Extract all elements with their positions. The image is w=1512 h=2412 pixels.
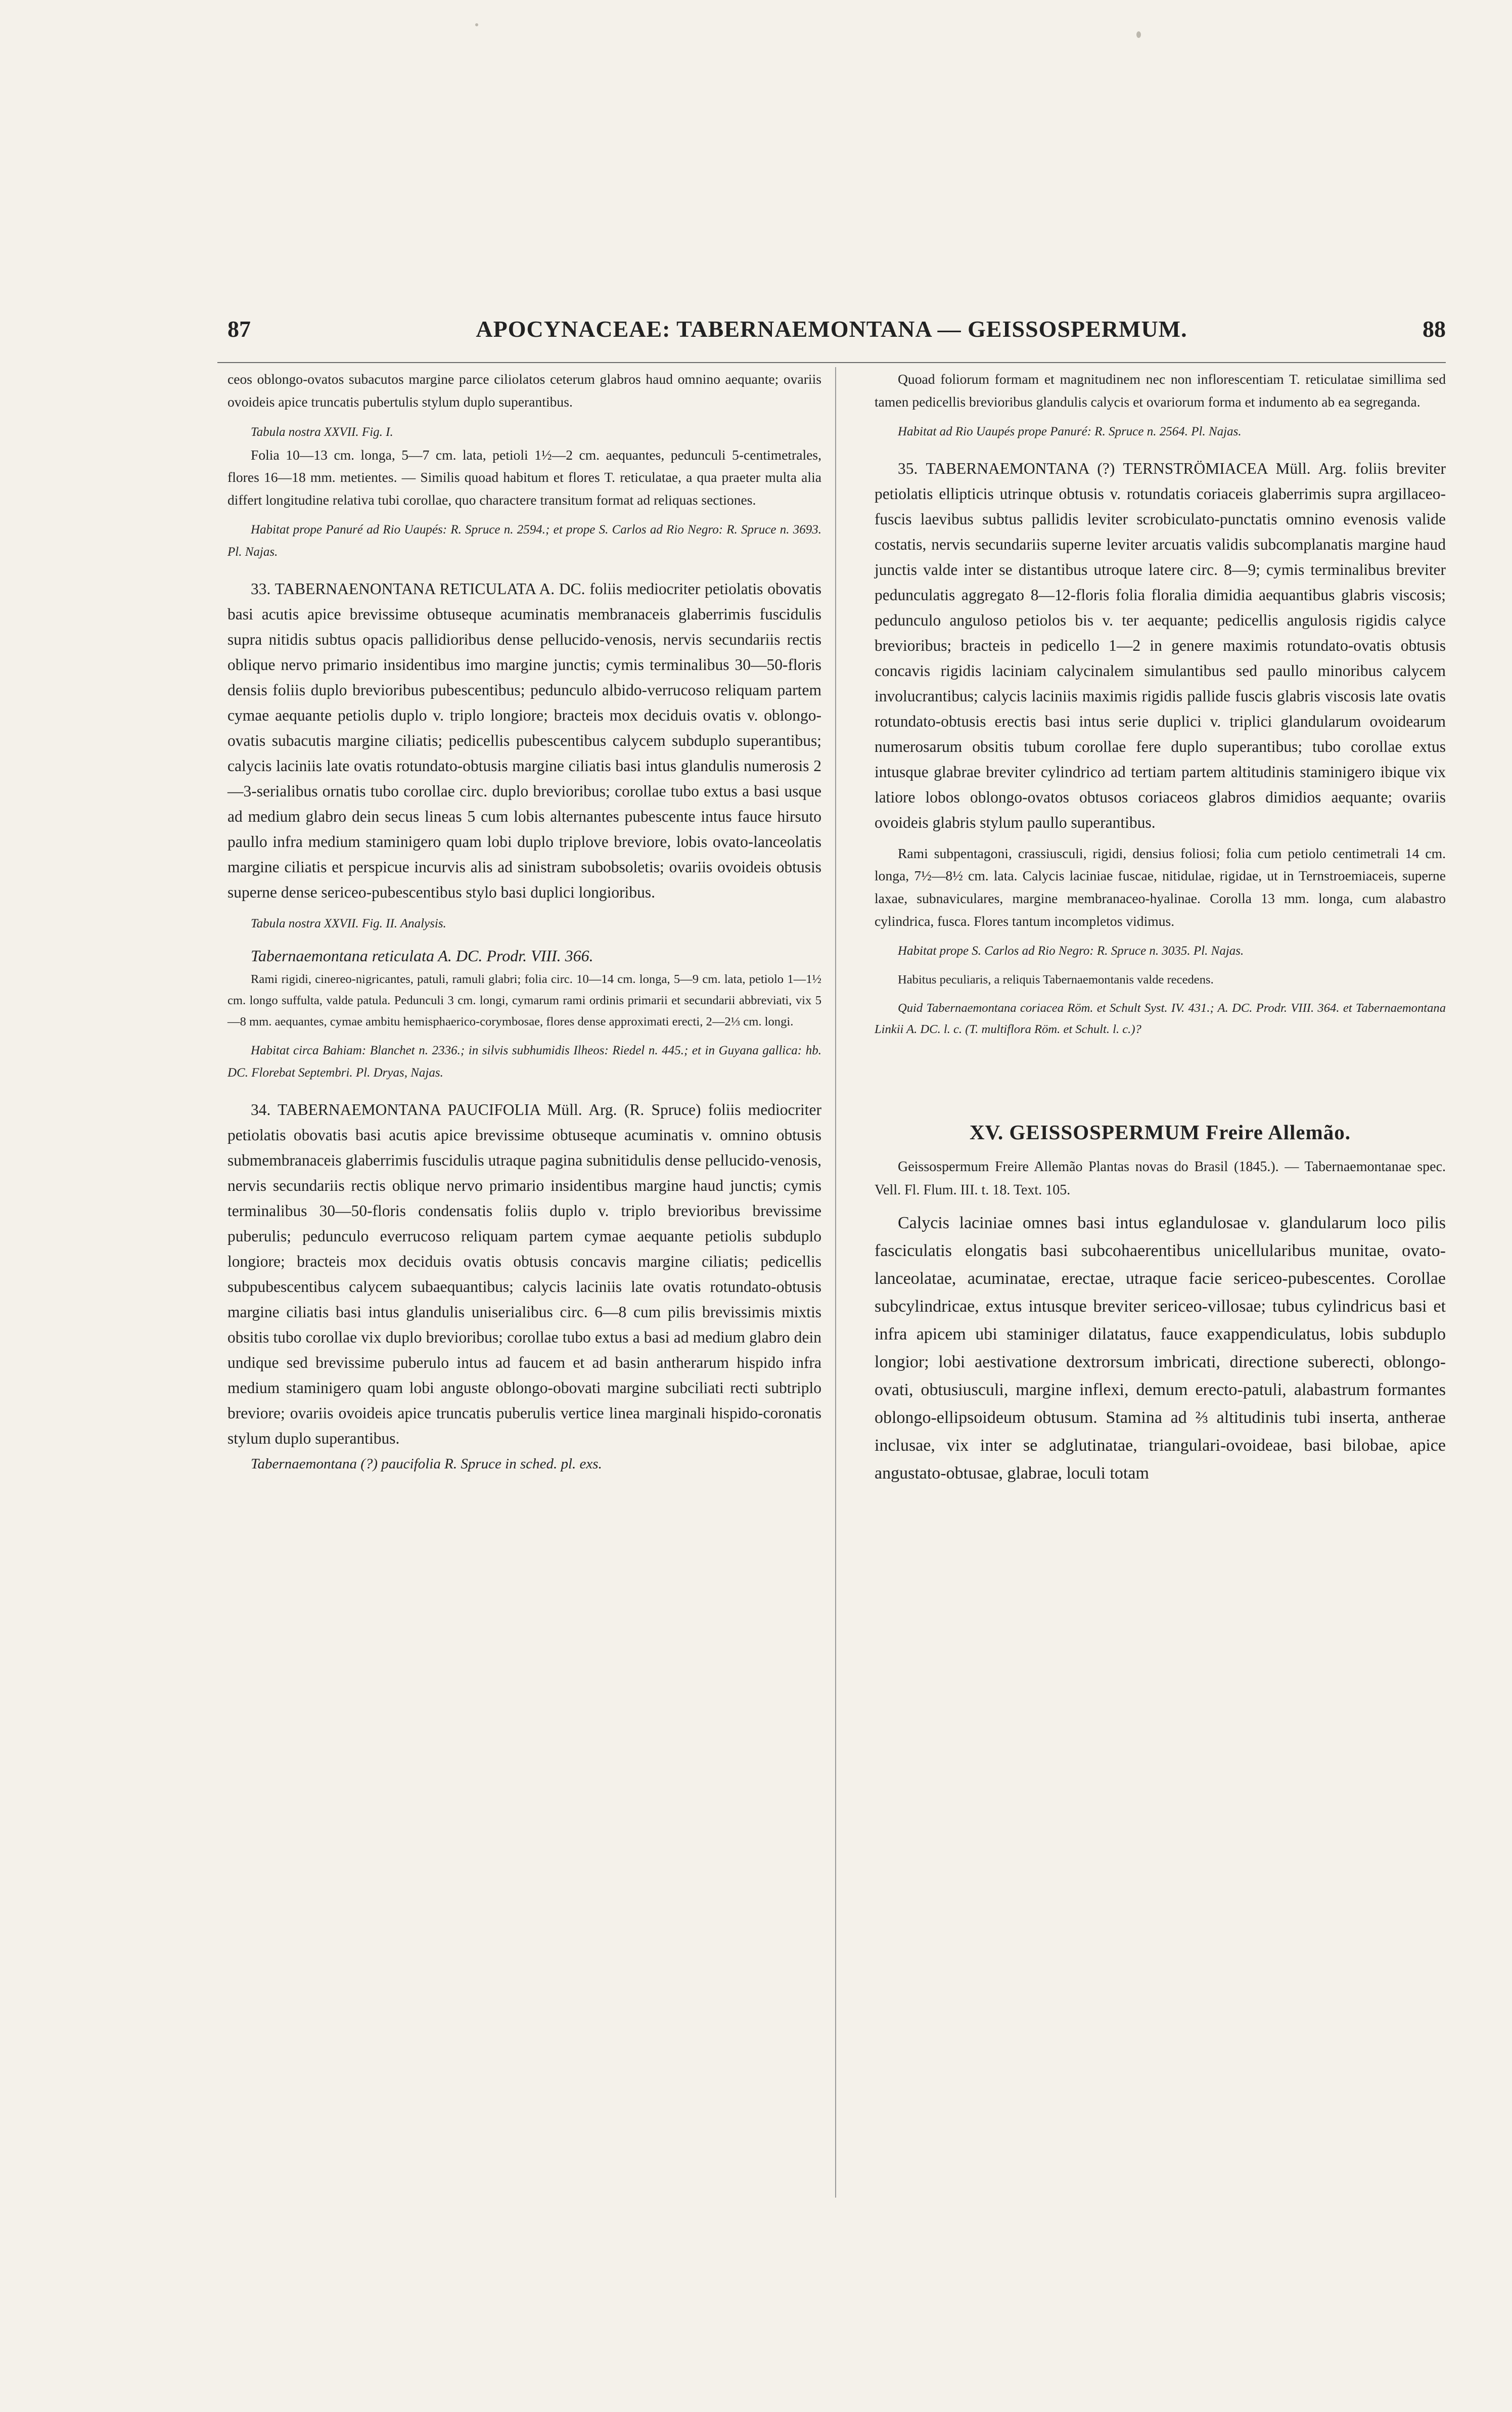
right-column — [875, 368, 1446, 1487]
species-33-description: 33. TABERNAENONTANA RETICULATA A. DC. foliis mediocriter petiolatis obovatis basi acutis apice brevissime obtuseque acuminatis membranaceis glaberrimis fuscidulis supra nitidis subtus opacis pallidioribus dense pellucido-venosis, nervis secundariis rectis oblique nervo primario insidentibus imo margine junctis; cymis terminalibus 30—50-floris densis foliis duplo brevioribus pubescentibus; pedunculo albido-verrucoso reliquam partem cymae aequante petiolis duplo v. triplo longiore; bracteis mox deciduis ovatis v. oblongo-ovatis subacutis margine ciliatis; pedicellis pubescentibus calycem subduplo superantibus; calycis laciniis late ovatis rotundato-obtusis margine ciliatis basi intus glandulis numerosis 2—3-serialibus ornatis tubo corollae circ. duplo brevioribus; corollae tubo extus a basi usque ad medium glabro dein secus lineas 5 cum lobis alternantes pubescente intus fauce hirsuto paullo infra medium staminigero quam lobi duplo triplove breviore, lobis ovato-lanceolatis margine ciliatis et perspicue incurvis alis ad sinistram subobsoletis; ovariis ovoideis obtusis superne dense sericeo-pubescentibus stylo basi duplici longioribus. — [227, 579, 821, 901]
header-title: APOCYNACEAE: TABERNAEMONTANA — GEISSOSPERMUM. — [476, 316, 1187, 342]
plate-reference: Tabula nostra XXVII. Fig. II. Analysis. — [251, 916, 446, 930]
habitat-note: Habitat prope S. Carlos ad Rio Negro: R. Spruce n. 3035. Pl. Najas. — [898, 944, 1244, 958]
running-header — [217, 314, 1446, 349]
habitat-note: Habitat prope Panuré ad Rio Uaupés: R. Spruce n. 2594.; et prope S. Carlos ad Rio Negro: R. Spruce n. 3693. Pl. Najas. — [227, 522, 821, 559]
synonym: Tabernaemontana reticulata A. DC. Prodr. VIII. 366. — [251, 946, 593, 965]
left-column — [227, 368, 821, 1477]
page-number-left: 87 — [227, 316, 251, 342]
paragraph: Rami subpentagoni, crassiusculi, rigidi, densius foliosi; folia cum petiolo centimetrali 14 cm. longa, 7½—8½ cm. lata. Calycis laciniae fuscae, nitidulae, rigidae, ut in Ternstroemiaceis, superne laxae, subnaviculares, margine membranaceo-hyalinae. Corolla 13 mm. longa, cum alabastro cylindrica, fusca. Flores tantum incompletos vidimus. — [875, 845, 1446, 929]
paragraph: ceos oblongo-ovatos subacutos margine parce ciliolatos ceterum glabros haud omnino aequante; ovariis ovoideis apice truncatis pubertulis stylum duplo superantibus. — [227, 371, 821, 410]
genus-description: Calycis laciniae omnes basi intus eglandulosae v. glandularum loco pilis fasciculatis elongatis basi subcohaerentibus unicellularibus munitae, ovato-lanceolatae, acuminatae, erectae, utraque facie sericeo-pubescentes. Corollae subcylindricae, extus intusque breviter sericeo-villosae; tubus cylindricus basi et infra apicem ubi staminiger dilatatus, fauce exappendiculatus, lobis subduplo longior; lobi aestivatione dextrorsum imbricati, directione suberecti, oblongo-ovati, obtusiusculi, margine inflexi, demum erecto-patuli, alabastrum formantes oblongo-ellipsoideum obtusum. Stamina ad ⅔ altitudinis tubi inserta, antherae inclusae, vix inter se adglutinatae, triangulari-ovoideae, basi bilobae, apice angustato-obtusae, glabrae, loculi totam — [875, 1213, 1446, 1483]
synonym: Tabernaemontana (?) paucifolia R. Spruce in sched. pl. exs. — [251, 1455, 602, 1472]
paper-speck — [1136, 31, 1141, 38]
note: Habitus peculiaris, a reliquis Tabernaemontanis valde recedens. — [898, 972, 1214, 987]
species-35-description: 35. TABERNAEMONTANA (?) TERNSTRÖMIACEA Müll. Arg. foliis breviter petiolatis ellipticis utrinque obtusis v. rotundatis coriaceis glaberrimis supra argillaceo-fuscis laevibus subtus pallidis leviter scrobiculato-punctatis omnino evenosis valide costatis, nervis secundariis superne leviter arcuatis validis subcomplanatis margine haud junctis valde inter se distantibus utroque latere circ. 8—9; cymis terminalibus breviter pedunculatis aggregato 8—12-floris folia floralia dimidia aequantibus glabris viscosis; pedunculo anguloso petiolos bis v. ter aequante; pedicellis angulosis rigidis calyce brevioribus; bracteis in pedicello 1—2 in genere maximis rotundato-ovatis obtusis concavis rigidis laciniam calycinalem simulantibus sed paullo minoribus calycem involucrantibus; calycis laciniis maximis rigidis pallide fuscis glabris viscosis late ovatis rotundato-obtusis erectis basi intus serie duplici v. triplici glandularum ovoidearum numerosarum obsitis tubum corollae fere duplo superantibus; tubo corollae extus intusque glabrae breviter cylindrico ad tertiam partem altitudinis staminigero ibique vix latiore lobos oblongo-ovatos obtusos coriaceos glabros dimidios aequante; ovariis ovoideis glabris stylum paullo superantibus. — [875, 459, 1446, 831]
note: Quid Tabernaemontana coriacea Röm. et Schult Syst. IV. 431.; A. DC. Prodr. VIII. 364. et Tabernaemontana Linkii A. DC. l. c. (T. multiflora Röm. et Schult. l. c.)? — [875, 1001, 1446, 1036]
plate-reference: Tabula nostra XXVII. Fig. I. — [251, 425, 393, 439]
habitat-note: Habitat ad Rio Uaupés prope Panuré: R. Spruce n. 2564. Pl. Najas. — [898, 424, 1242, 438]
header-rule — [217, 362, 1446, 363]
habitat-note: Habitat circa Bahiam: Blanchet n. 2336.; in silvis subhumidis Ilheos: Riedel n. 445.; et in Guyana gallica: hb. DC. Florebat Septembri. Pl. Dryas, Najas. — [227, 1043, 821, 1080]
paragraph: Rami rigidi, cinereo-nigricantes, patuli, ramuli glabri; folia circ. 10—14 cm. longa, 5—9 cm. lata, petiolo 1—1½ cm. longo suffulta, valde patula. Pedunculi 3 cm. longi, cymarum rami ordinis primarii et secundarii abbreviati, vix 5—8 mm. aequantes, cymae ambitu hemisphaerico-corymbosae, flores dense approximati erecti, 2—2⅓ cm. longi. — [227, 972, 821, 1029]
species-34-description: 34. TABERNAEMONTANA PAUCIFOLIA Müll. Arg. (R. Spruce) foliis mediocriter petiolatis obovatis basi acutis apice brevissime obtuseque acuminatis v. omnino obtusis submembranaceis glaberrimis fuscidulis utraque pagina subnitidulis dense pellucido-venosis, nervis secundariis rectis oblique nervo primario insidentibus margine haud junctis; cymis terminalibus 30—50-floris condensatis foliis duplo v. triplo brevioribus brevissime puberulis; pedunculo everrucoso reliquam partem cymae aequante petiolis subduplo longiore; bracteis mox deciduis ovatis obtusis concavis margine ciliatis; pedicellis subpubescentibus calycem subaequantibus; calycis laciniis late ovatis rotundato-obtusis margine ciliatis basi intus glandulis uniserialibus circ. 6—8 cum pilis brevissimis mixtis obsitis tubo corollae vix duplo brevioribus; corollae tubo extus a basi ad medium glabro dein undique sed brevissime puberulo intus ad faucem et ad basin antherarum hispido infra medium staminigero quam lobi anguste oblongo-obovati margine subciliati recti subtriplo breviore; ovariis ovoideis apice truncatis puberulis vertice linea marginali hispido-coronatis stylum duplo superantibus. — [227, 1100, 821, 1447]
paragraph: Quoad foliorum formam et magnitudinem nec non inflorescentiam T. reticulatae simillima sed tamen pedicellis brevioribus glandulis calycis et ovariorum forma et indumento ab ea segreganda. — [875, 371, 1446, 410]
paragraph: Folia 10—13 cm. longa, 5—7 cm. lata, petioli 1½—2 cm. aequantes, pedunculi 5-centimetrales, flores 16—18 mm. metientes. — Similis quoad habitum et flores T. reticulatae, a qua praeter multa alia differt longitudine relativa tubi corollae, quo charactere transitum format ad reliquas sectiones. — [227, 446, 821, 508]
book-page — [217, 314, 1446, 2235]
page-number-right: 88 — [1423, 316, 1446, 342]
section-heading: XV. GEISSOSPERMUM Freire Allemão. — [970, 1120, 1351, 1144]
column-divider — [835, 367, 836, 2198]
paper-speck — [475, 23, 478, 26]
genus-synonymy: Geissospermum Freire Allemão Plantas novas do Brasil (1845.). — Tabernaemontanae spec. Vell. Fl. Flum. III. t. 18. Text. 105. — [875, 1158, 1446, 1198]
